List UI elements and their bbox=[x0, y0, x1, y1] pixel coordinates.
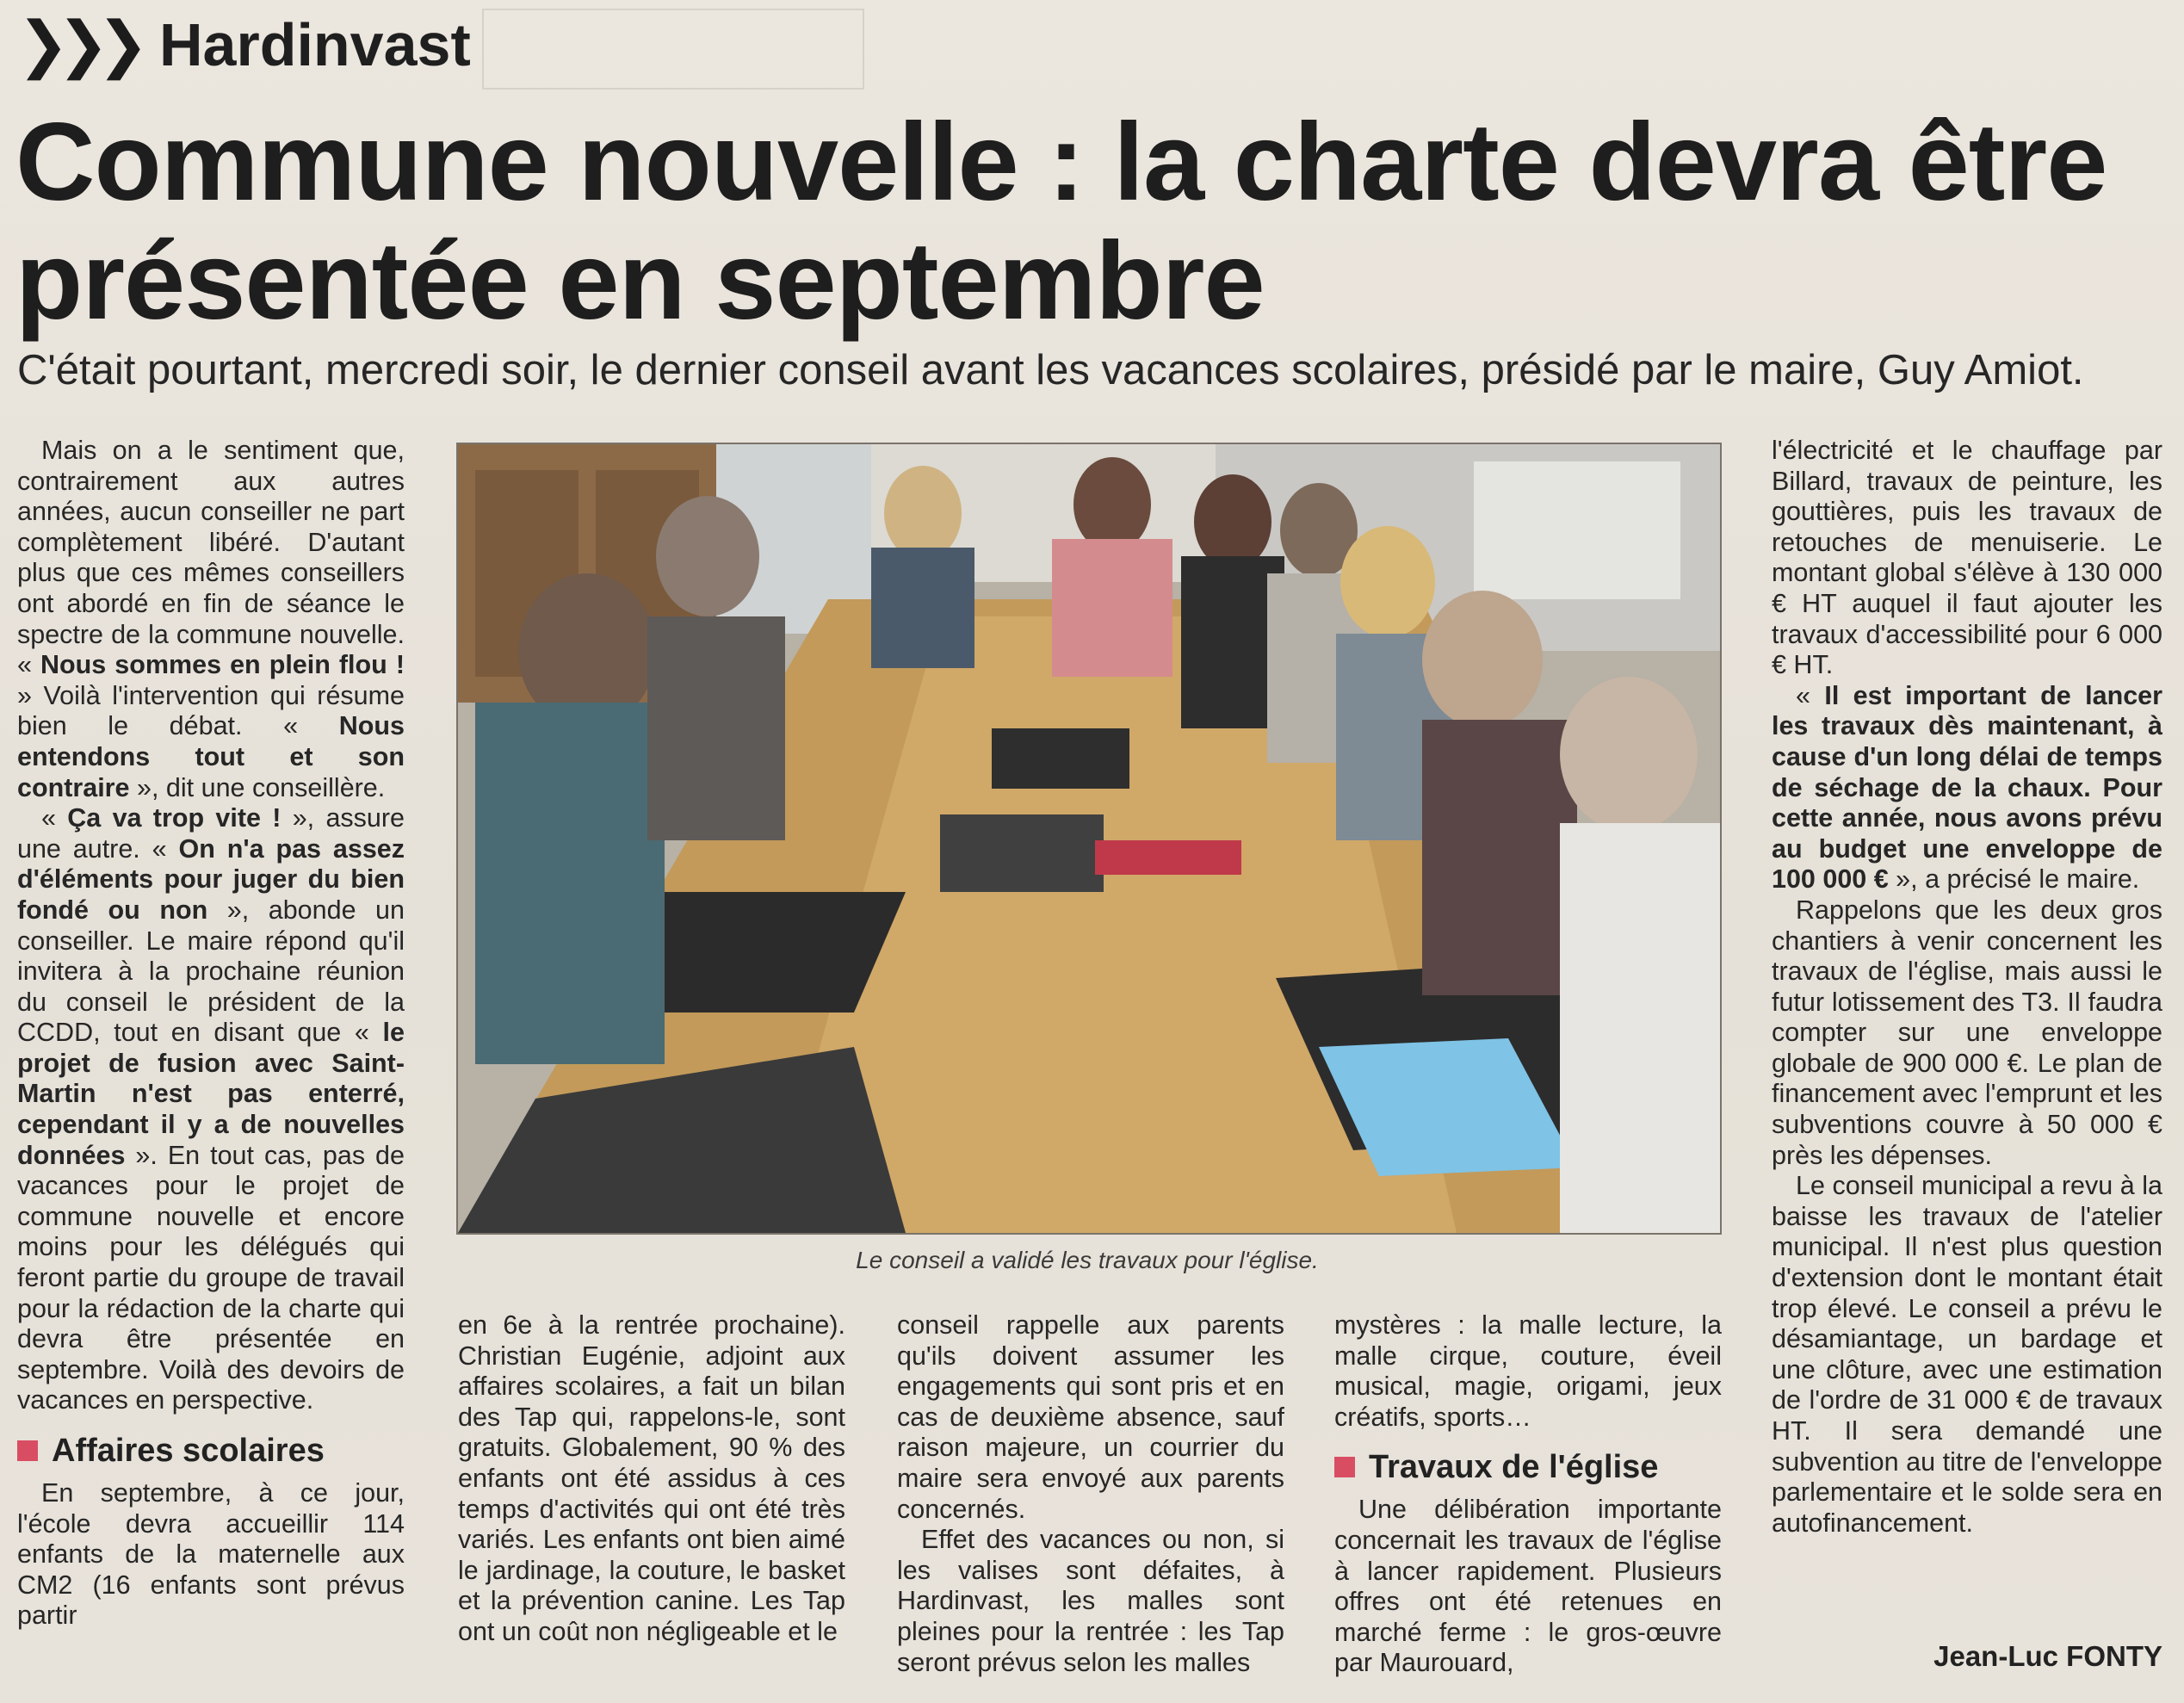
paragraph: « Ça va trop vite ! », assure une autre. « On n'a pas assez d'éléments pour juger du bien fondé ou non », abonde un conseiller. Le maire répond qu'il invitera à la prochaine réunion du conseil le président de la CCDD, tout en disant que « le projet de fusion avec Saint-Martin n'est pas enterré, cependant il y a de nouvelles données ». En tout cas, pas de vacances pour le projet de commune nouvelle et encore moins pour les délégués qui feront partie du groupe de travail pour la rédaction de la charte qui devra être présentée en septembre. Voilà des devoirs de vacances en perspective. bbox=[17, 803, 405, 1415]
headline: Commune nouvelle : la charte devra être présentée en septembre bbox=[15, 101, 2107, 343]
photo-caption: Le conseil a validé les travaux pour l'église. bbox=[856, 1247, 1319, 1273]
article-column-5 bbox=[1772, 436, 2162, 1539]
byline: Jean-Luc FONTY bbox=[1933, 1640, 2162, 1672]
paragraph: mystères : la malle lecture, la malle cirque, couture, éveil musical, magie, origami, jeux créatifs, sports… bbox=[1334, 1310, 1722, 1432]
article-column-4 bbox=[1334, 1310, 1722, 1679]
section-header bbox=[17, 10, 471, 79]
bleed-through-text bbox=[482, 9, 864, 90]
subhead-affaires-scolaires: Affaires scolaires bbox=[17, 1432, 405, 1470]
article-column-1 bbox=[17, 436, 405, 1632]
paragraph: l'électricité et le chauffage par Billard, travaux de peinture, les gouttières, puis les travaux de retouches de menuiserie. Le montant global s'élève à 130 000 € HT auquel il faut ajouter les travaux d'accessibilité pour 6 000 € HT. bbox=[1772, 436, 2162, 680]
subhead-travaux-eglise: Travaux de l'église bbox=[1334, 1448, 1722, 1486]
photo-illustration bbox=[458, 444, 1720, 1233]
square-bullet-icon bbox=[1334, 1457, 1355, 1477]
paragraph: Une délibération importante concernait les travaux de l'église à lancer rapidement. Plusieurs offres ont été retenues en marché ferme : le gros-œuvre par Maurouard, bbox=[1334, 1495, 1722, 1678]
paragraph: En septembre, à ce jour, l'école devra accueillir 114 enfants de la maternelle aux CM2 (16 enfants sont prévus partir bbox=[17, 1478, 405, 1631]
paragraph: Effet des vacances ou non, si les valises sont défaites, à Hardinvast, les malles sont pleines pour la rentrée : les Tap seront prévus selon les malles bbox=[897, 1525, 1284, 1677]
section-location: Hardinvast bbox=[158, 11, 471, 78]
deck: C'était pourtant, mercredi soir, le dernier conseil avant les vacances scolaires, présidé par le maire, Guy Amiot. bbox=[17, 347, 2084, 393]
paragraph: en 6e à la rentrée prochaine). Christian Eugénie, adjoint aux affaires scolaires, a fait un bilan des Tap qui, rappelons-le, sont gratuits. Globalement, 90 % des enfants ont été assidus à ces temps d'activités qui ont été très variés. Les enfants ont bien aimé le jardinage, la couture, le basket et la prévention canine. Les Tap ont un coût non négligeable et le bbox=[458, 1310, 845, 1646]
section-marker-icon: ❯❯❯ bbox=[17, 10, 137, 79]
article-column-2 bbox=[458, 1310, 845, 1648]
paragraph: Mais on a le sentiment que, contrairement aux autres années, aucun conseiller ne part complètement libéré. D'autant plus que ces mêmes conseillers ont abordé en fin de séance le spectre de la commune nouvelle. « Nous sommes en plein flou ! » Voilà l'intervention qui résume bien le débat. « Nous entendons tout et son contraire », dit une conseillère. bbox=[17, 436, 405, 802]
paragraph: Rappelons que les deux gros chantiers à venir concernent les travaux de l'église, mais aussi le futur lotissement des T3. Il faudra compter sur une enveloppe globale de 900 000 €. Le plan de financement avec l'emprunt et les subventions couvre à 50 000 € près les dépenses. bbox=[1772, 895, 2162, 1170]
square-bullet-icon bbox=[17, 1440, 38, 1461]
photo-council-meeting bbox=[456, 443, 1722, 1235]
paragraph: Le conseil municipal a revu à la baisse les travaux de l'atelier municipal. Il n'est plus question d'extension dont le montant était trop élevé. Le conseil a prévu le désamiantage, un bardage et une clôture, avec une estimation de l'ordre de 31 000 € de travaux HT. Il sera demandé une subvention au titre de l'enveloppe parlementaire et le solde sera en autofinancement. bbox=[1772, 1171, 2162, 1538]
paragraph: conseil rappelle aux parents qu'ils doivent assumer les engagements qui sont pris et en cas de deuxième absence, sauf raison majeure, un courrier du maire sera envoyé aux parents concernés. bbox=[897, 1310, 1284, 1524]
article-column-3 bbox=[897, 1310, 1284, 1678]
paragraph: « Il est important de lancer les travaux dès maintenant, à cause d'un long délai de temps de séchage de la chaux. Pour cette année, nous avons prévu au budget une enveloppe de 100 000 € », a précisé le maire. bbox=[1772, 680, 2162, 895]
